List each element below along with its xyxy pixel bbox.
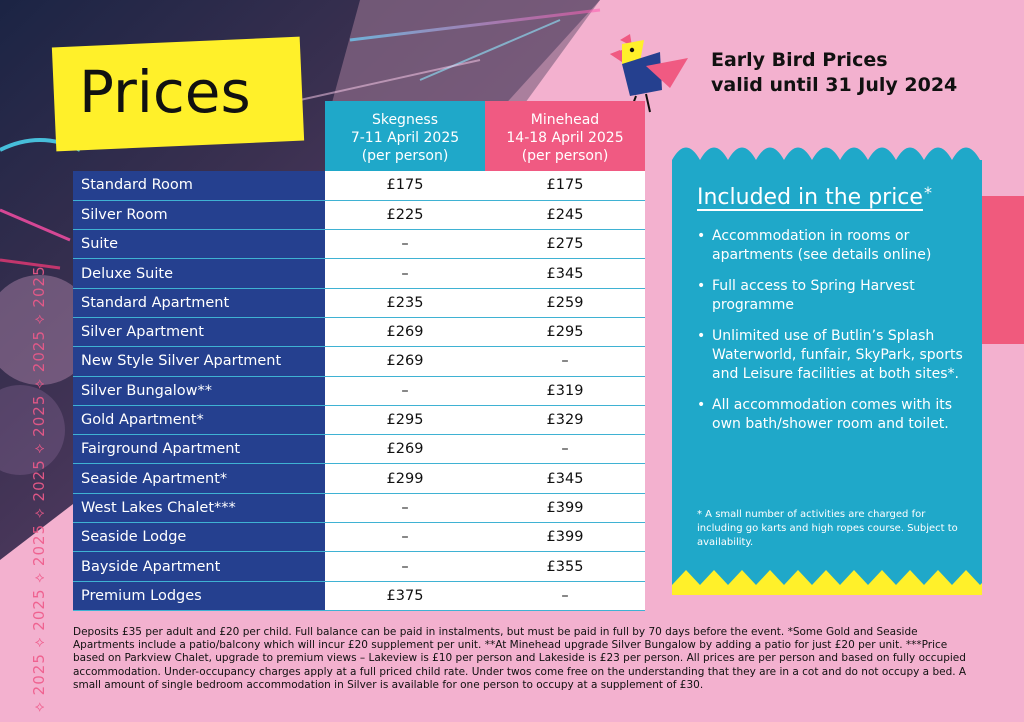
minehead-price-cell: £259 (485, 288, 645, 317)
room-type-cell: Suite (73, 230, 325, 259)
room-type-cell: Premium Lodges (73, 581, 325, 610)
skegness-price-cell: £375 (325, 581, 485, 610)
room-type-cell: West Lakes Chalet*** (73, 493, 325, 522)
table-row (73, 230, 645, 259)
minehead-price-cell: – (485, 581, 645, 610)
table-row (73, 376, 645, 405)
included-title (697, 183, 932, 210)
header-skegness-dates: 7-11 April 2025 (350, 130, 460, 146)
table-row (73, 405, 645, 434)
side-year-text: ⟡ 2025 ⟡ 2025 ⟡ 2025 ⟡ 2025 ⟡ 2025 ⟡ 2025 ⟡ 2025 (30, 265, 48, 712)
skegness-price-cell: £295 (325, 405, 485, 434)
minehead-price-cell: £175 (485, 171, 645, 200)
minehead-price-cell: £345 (485, 259, 645, 288)
price-table-body (73, 171, 645, 610)
skegness-price-cell: £269 (325, 435, 485, 464)
room-type-cell: Gold Apartment* (73, 405, 325, 434)
table-row (73, 317, 645, 346)
header-minehead (485, 101, 645, 171)
skegness-price-cell: £269 (325, 347, 485, 376)
room-type-cell: Fairground Apartment (73, 435, 325, 464)
skegness-price-cell: – (325, 552, 485, 581)
minehead-price-cell: – (485, 435, 645, 464)
table-row (73, 259, 645, 288)
skegness-price-cell: – (325, 230, 485, 259)
room-type-cell: Seaside Lodge (73, 523, 325, 552)
minehead-price-cell: – (485, 347, 645, 376)
room-type-cell: Silver Bungalow** (73, 376, 325, 405)
table-row (73, 464, 645, 493)
room-type-cell: Bayside Apartment (73, 552, 325, 581)
table-row (73, 288, 645, 317)
early-bird-line1: Early Bird Prices (711, 49, 888, 71)
included-list (697, 227, 965, 446)
skegness-price-cell: – (325, 376, 485, 405)
table-row (73, 347, 645, 376)
skegness-price-cell: – (325, 523, 485, 552)
header-skegness-name: Skegness (371, 112, 439, 128)
table-row (73, 493, 645, 522)
minehead-price-cell: £295 (485, 317, 645, 346)
price-table (73, 101, 645, 611)
early-bird-note (711, 48, 957, 98)
table-row (73, 552, 645, 581)
table-row (73, 523, 645, 552)
room-type-cell: Silver Room (73, 200, 325, 229)
list-item: • Accommodation in rooms or apartments (see details online) (697, 227, 965, 265)
minehead-price-cell: £399 (485, 493, 645, 522)
room-type-cell: Standard Apartment (73, 288, 325, 317)
skegness-price-cell: £225 (325, 200, 485, 229)
included-title-text: Included in the price (697, 185, 923, 210)
list-item: • All accommodation comes with its own bath/shower room and toilet. (697, 396, 965, 434)
header-skegness-unit: (per person) (361, 148, 449, 164)
skegness-price-cell: – (325, 493, 485, 522)
header-minehead-name: Minehead (530, 112, 600, 128)
room-type-cell: Deluxe Suite (73, 259, 325, 288)
room-type-cell: Seaside Apartment* (73, 464, 325, 493)
included-footnote: * A small number of activities are charged for including go karts and high ropes course. Subject to availability. (697, 509, 958, 548)
minehead-price-cell: £355 (485, 552, 645, 581)
minehead-price-cell: £399 (485, 523, 645, 552)
table-row (73, 581, 645, 610)
early-bird-line2: valid until 31 July 2024 (711, 74, 958, 96)
header-minehead-dates: 14-18 April 2025 (506, 130, 624, 146)
header-spacer (73, 101, 325, 171)
room-type-cell: Standard Room (73, 171, 325, 200)
room-type-cell: Silver Apartment (73, 317, 325, 346)
terms-footnote: Deposits £35 per adult and £20 per child. Full balance can be paid in instalments, but must be paid in full by 70 days before the event. *Some Gold and Seaside Apartments include a patio/balcony which will incur £20 supplement per unit. **At Minehead upgrade Silver Bungalow by adding a patio for just £20 per unit. ***Price based on Parkview Chalet, upgrade to premium views – Lakeview is £10 per person and Lakeside is £23 per person. All prices are per person and based on fully occupied accommodation. Under-occupancy charges apply at a full priced child rate. Under twos come free on the understanding that they are in a cot and do not occupy a bed. A small amount of single bedroom accommodation in Silver is available for one person to occupy at a supplement of £30. (73, 626, 967, 691)
list-item: • Unlimited use of Butlin’s Splash Waterworld, funfair, SkyPark, sports and Leisure facilities at both sites*. (697, 327, 965, 384)
room-type-cell: New Style Silver Apartment (73, 347, 325, 376)
skegness-price-cell: £299 (325, 464, 485, 493)
skegness-price-cell: £269 (325, 317, 485, 346)
minehead-price-cell: £275 (485, 230, 645, 259)
list-item: • Full access to Spring Harvest programme (697, 277, 965, 315)
skegness-price-cell: £175 (325, 171, 485, 200)
table-row (73, 435, 645, 464)
header-skegness (325, 101, 485, 171)
skegness-price-cell: £235 (325, 288, 485, 317)
minehead-price-cell: £329 (485, 405, 645, 434)
included-title-mark: * (923, 183, 932, 202)
minehead-price-cell: £319 (485, 376, 645, 405)
skegness-price-cell: – (325, 259, 485, 288)
minehead-price-cell: £345 (485, 464, 645, 493)
minehead-price-cell: £245 (485, 200, 645, 229)
page-title: Prices (79, 58, 251, 126)
table-header-row (73, 101, 645, 171)
table-row (73, 171, 645, 200)
header-minehead-unit: (per person) (521, 148, 609, 164)
table-row (73, 200, 645, 229)
